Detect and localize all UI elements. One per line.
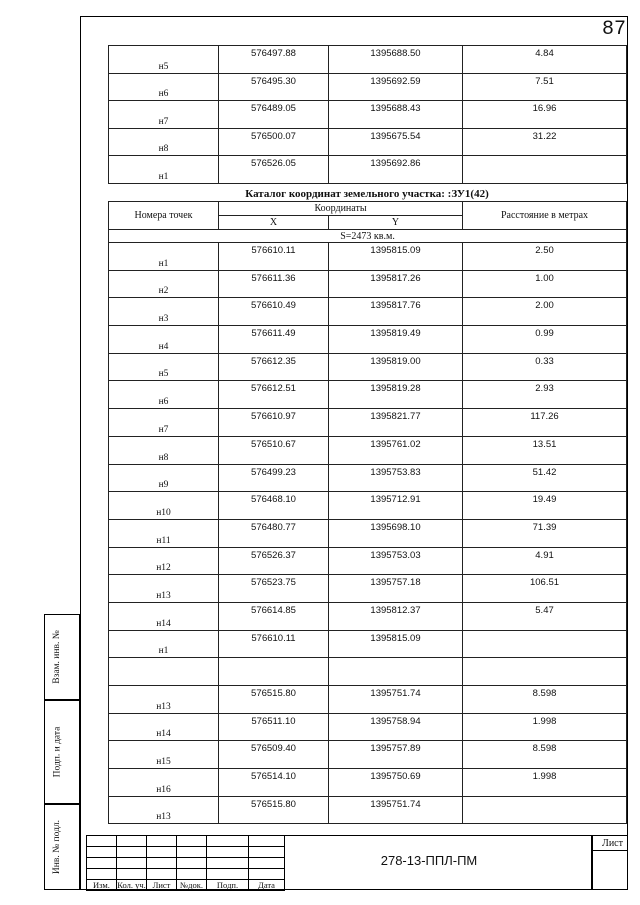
table-row xyxy=(109,409,627,437)
coord-y: 1395750.69 xyxy=(329,769,463,797)
sidebar-podp-label: Подп. и дата xyxy=(52,726,63,778)
coord-y: 1395688.43 xyxy=(329,101,463,129)
coord-y: 1395819.00 xyxy=(329,353,463,381)
distance-value: 1.00 xyxy=(463,270,627,298)
header-coords: Координаты xyxy=(219,202,463,216)
point-name: н6 xyxy=(109,381,219,409)
table-row xyxy=(109,741,627,769)
coord-x: 576499.23 xyxy=(219,464,329,492)
coord-x: 576523.75 xyxy=(219,575,329,603)
distance-value: 106.51 xyxy=(463,575,627,603)
distance-value: 19.49 xyxy=(463,492,627,520)
stamp-col-label: Кол. уч. xyxy=(117,880,146,890)
coord-y: 1395819.28 xyxy=(329,381,463,409)
coord-y: 1395692.86 xyxy=(329,156,463,184)
coord-y: 1395758.94 xyxy=(329,713,463,741)
point-name: н7 xyxy=(109,409,219,437)
coord-x: 576497.88 xyxy=(219,46,329,74)
coord-y: 1395753.83 xyxy=(329,464,463,492)
point-name: н15 xyxy=(109,741,219,769)
coord-x: 576515.80 xyxy=(219,686,329,714)
point-name: н10 xyxy=(109,492,219,520)
coord-x: 576612.51 xyxy=(219,381,329,409)
header-distance: Расстояние в метрах xyxy=(463,202,627,230)
table-row xyxy=(109,243,627,271)
coord-x: 576510.67 xyxy=(219,436,329,464)
table-row xyxy=(109,713,627,741)
coord-y: 1395712.91 xyxy=(329,492,463,520)
coord-x: 576611.49 xyxy=(219,326,329,354)
distance-value xyxy=(463,796,627,824)
distance-value: 71.39 xyxy=(463,519,627,547)
stamp-col-label: Дата xyxy=(249,880,285,891)
coord-y: 1395751.74 xyxy=(329,796,463,824)
catalog-caption: Каталог координат земельного участка: :ЗУ1(42) xyxy=(245,188,489,200)
stamp-list-cell xyxy=(592,835,628,890)
table-row xyxy=(109,464,627,492)
coord-x: 576614.85 xyxy=(219,602,329,630)
sidebar-podp-cell xyxy=(44,700,80,804)
top-coordinates-table xyxy=(108,45,627,184)
coord-y: 1395817.26 xyxy=(329,270,463,298)
document-code: 278-13-ППЛ-ПМ xyxy=(380,853,478,868)
distance-value xyxy=(463,658,627,686)
stamp-col-label: Изм. xyxy=(87,880,117,891)
point-name: н12 xyxy=(109,547,219,575)
stamp-col-label: Подп. xyxy=(207,880,249,891)
coord-y: 1395812.37 xyxy=(329,602,463,630)
sheet-number: 87 xyxy=(601,18,626,41)
coord-y: 1395751.74 xyxy=(329,686,463,714)
coord-y: 1395753.03 xyxy=(329,547,463,575)
distance-value: 0.99 xyxy=(463,326,627,354)
table-row xyxy=(109,519,627,547)
sidebar-vzam-label: Взам. инв. № xyxy=(52,630,63,684)
distance-value xyxy=(463,630,627,658)
distance-value: 4.91 xyxy=(463,547,627,575)
table-row xyxy=(109,492,627,520)
distance-value: 8.598 xyxy=(463,741,627,769)
distance-value: 51.42 xyxy=(463,464,627,492)
point-name: н13 xyxy=(109,686,219,714)
coord-x: 576495.30 xyxy=(219,73,329,101)
coord-x: 576611.36 xyxy=(219,270,329,298)
distance-value: 0.33 xyxy=(463,353,627,381)
point-name: н1 xyxy=(109,630,219,658)
coord-y: 1395761.02 xyxy=(329,436,463,464)
coord-x: 576514.10 xyxy=(219,769,329,797)
table-row xyxy=(109,547,627,575)
coord-x: 576489.05 xyxy=(219,101,329,129)
coord-y: 1395815.09 xyxy=(329,630,463,658)
point-name: н7 xyxy=(109,101,219,129)
stamp-grid xyxy=(86,835,285,891)
point-name: н8 xyxy=(109,436,219,464)
table-row xyxy=(109,630,627,658)
table-row xyxy=(109,658,627,686)
point-name: н3 xyxy=(109,298,219,326)
table-row xyxy=(109,436,627,464)
coord-y: 1395815.09 xyxy=(329,243,463,271)
point-name: н16 xyxy=(109,769,219,797)
point-name: н8 xyxy=(109,128,219,156)
point-name: н13 xyxy=(109,796,219,824)
coord-y: 1395692.59 xyxy=(329,73,463,101)
sidebar-inv-cell xyxy=(44,804,80,890)
distance-value: 31.22 xyxy=(463,128,627,156)
point-name: н13 xyxy=(109,575,219,603)
point-name: н1 xyxy=(109,156,219,184)
stamp-list-label: Лист xyxy=(602,838,623,849)
distance-value: 117.26 xyxy=(463,409,627,437)
distance-value: 2.93 xyxy=(463,381,627,409)
sidebar-inv-label: Инв. № подл. xyxy=(52,819,63,875)
table-row xyxy=(109,73,627,101)
header-x: X xyxy=(219,216,329,230)
table-row xyxy=(109,769,627,797)
point-name: н5 xyxy=(109,353,219,381)
table-row xyxy=(109,46,627,74)
table-row xyxy=(109,298,627,326)
coord-x: 576526.05 xyxy=(219,156,329,184)
table-row xyxy=(109,326,627,354)
distance-value: 4.84 xyxy=(463,46,627,74)
distance-value: 1.998 xyxy=(463,769,627,797)
distance-value: 1.998 xyxy=(463,713,627,741)
coord-y: 1395819.49 xyxy=(329,326,463,354)
area-label: S=2473 кв.м. xyxy=(109,230,627,243)
table-row xyxy=(109,101,627,129)
coord-x: 576468.10 xyxy=(219,492,329,520)
table-row xyxy=(109,381,627,409)
point-name: н6 xyxy=(109,73,219,101)
header-points: Номера точек xyxy=(109,202,219,230)
coord-x xyxy=(219,658,329,686)
distance-value: 2.00 xyxy=(463,298,627,326)
left-sidebar xyxy=(44,614,80,890)
distance-value: 7.51 xyxy=(463,73,627,101)
distance-value: 2.50 xyxy=(463,243,627,271)
point-name: н14 xyxy=(109,602,219,630)
coord-x: 576610.49 xyxy=(219,298,329,326)
distance-value: 8.598 xyxy=(463,686,627,714)
coord-x: 576526.37 xyxy=(219,547,329,575)
point-name: н9 xyxy=(109,464,219,492)
coord-y: 1395817.76 xyxy=(329,298,463,326)
table-row xyxy=(109,156,627,184)
coord-x: 576610.11 xyxy=(219,630,329,658)
table-row xyxy=(109,128,627,156)
point-name: н14 xyxy=(109,713,219,741)
main-coordinates-table xyxy=(108,201,627,824)
distance-value: 16.96 xyxy=(463,101,627,129)
title-block xyxy=(86,835,628,890)
coord-x: 576515.80 xyxy=(219,796,329,824)
point-name: н1 xyxy=(109,243,219,271)
table-row xyxy=(109,353,627,381)
stamp-col-label: №док. xyxy=(177,880,207,891)
distance-value: 5.47 xyxy=(463,602,627,630)
coord-y: 1395675.54 xyxy=(329,128,463,156)
coord-y: 1395821.77 xyxy=(329,409,463,437)
coord-y: 1395698.10 xyxy=(329,519,463,547)
coord-y: 1395757.18 xyxy=(329,575,463,603)
header-y: Y xyxy=(329,216,463,230)
sidebar-vzam-cell xyxy=(44,614,80,700)
coord-x: 576610.11 xyxy=(219,243,329,271)
table-row xyxy=(109,575,627,603)
point-name: н4 xyxy=(109,326,219,354)
coord-x: 576511.10 xyxy=(219,713,329,741)
stamp-col-label: Лист xyxy=(147,880,177,891)
coord-y xyxy=(329,658,463,686)
point-name: н2 xyxy=(109,270,219,298)
distance-value xyxy=(463,156,627,184)
coord-x: 576509.40 xyxy=(219,741,329,769)
coord-x: 576500.07 xyxy=(219,128,329,156)
point-name: н5 xyxy=(109,46,219,74)
coord-x: 576610.97 xyxy=(219,409,329,437)
coord-y: 1395757.89 xyxy=(329,741,463,769)
point-name xyxy=(109,658,219,686)
table-row xyxy=(109,270,627,298)
point-name: н11 xyxy=(109,519,219,547)
coord-x: 576612.35 xyxy=(219,353,329,381)
coord-y: 1395688.50 xyxy=(329,46,463,74)
table-row xyxy=(109,796,627,824)
coord-x: 576480.77 xyxy=(219,519,329,547)
table-row xyxy=(109,602,627,630)
distance-value: 13.51 xyxy=(463,436,627,464)
table-row xyxy=(109,686,627,714)
